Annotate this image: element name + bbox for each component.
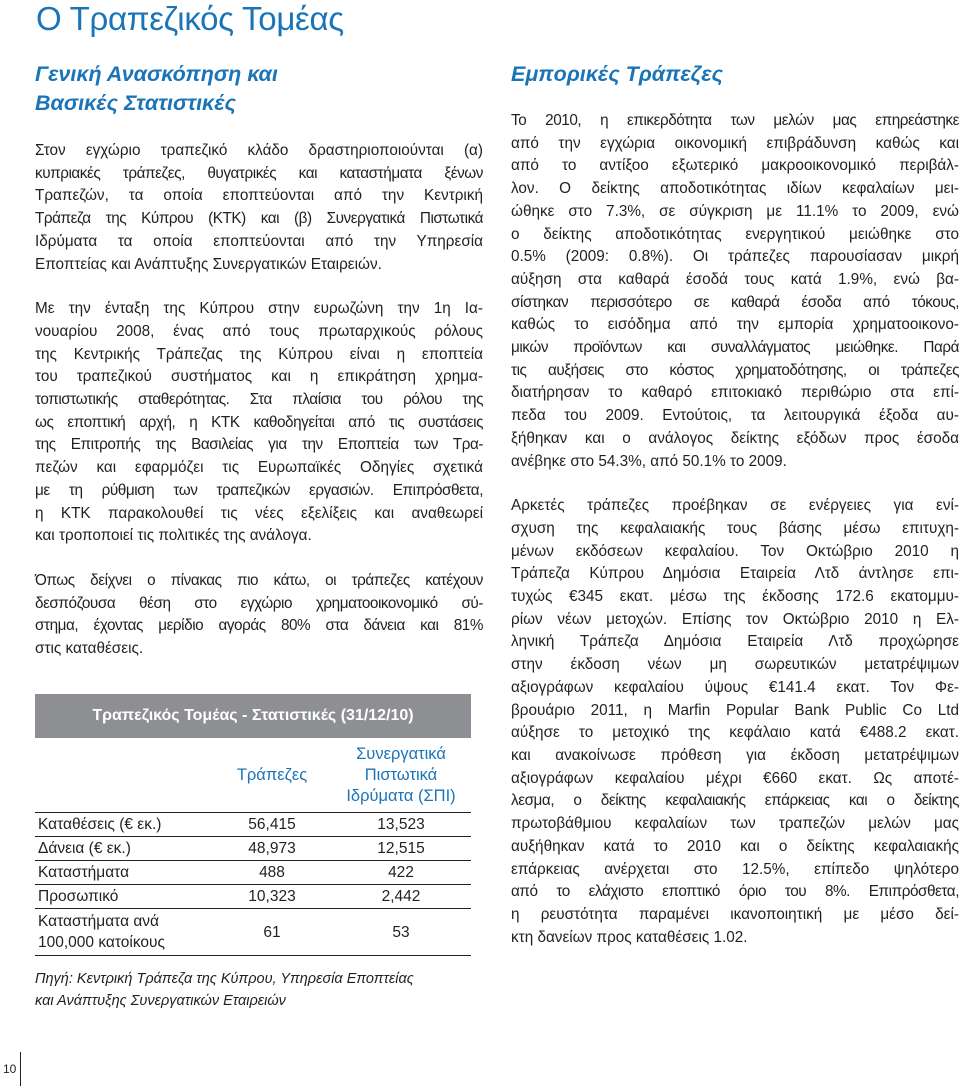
row-label: Καταστήματα	[35, 861, 213, 885]
text-line: από το ελάχιστο εποπτικό όριο του 8%. Επιπρόσθετα,	[511, 883, 959, 901]
paragraph-capital	[511, 495, 959, 949]
row-label: Δάνεια (€ εκ.)	[35, 837, 213, 861]
banks-value: 56,415	[213, 813, 331, 837]
banks-value: 10,323	[213, 885, 331, 909]
text-line: με τη ρύθμιση των τραπεζικών εργασιών. Επιπρόσθετα,	[35, 481, 483, 499]
text-line: ώθηκε στο 7.3%, σε σύγκριση με 11.1% το 2009, ενώ	[511, 202, 959, 220]
page-number-rule	[20, 1052, 21, 1086]
text-line: τοπιστωτικής σταθερότητας. Στα πλαίσια του ρόλου της	[35, 391, 483, 409]
table-row	[35, 885, 471, 909]
table-header-row	[35, 738, 471, 813]
table-row	[35, 861, 471, 885]
text-line: 0.5% (2009: 0.8%). Οι τράπεζες παρουσίασαν μικρή	[511, 248, 959, 266]
text-line: μένων εκδόσεων κεφαλαίου. Τον Οκτώβριο 2010 η	[511, 542, 959, 560]
header-coop-line: Συνεργατικά	[356, 744, 446, 763]
header-coop-line: Ιδρύματα (ΣΠΙ)	[346, 786, 456, 805]
page-title: Ο Τραπεζικός Τομέας	[36, 0, 344, 37]
text-line: του τραπεζικού συστήματος και η επικράτηση χρημα-	[35, 368, 483, 386]
paragraph-profitability	[511, 110, 959, 473]
source-line: Πηγή: Κεντρική Τράπεζα της Κύπρου, Υπηρεσία Εποπτείας	[35, 971, 414, 987]
text-line: η ρευστότητα παραμένει ικανοποιητική με μέσο δεί-	[511, 905, 959, 923]
text-line: επάρκειας ανέρχεται στο 12.5%, επίπεδο ψηλότερο	[511, 860, 959, 878]
text-line: πεδα του 2009. Εντούτοις, τα λειτουργικά έξοδα αυ-	[511, 407, 959, 425]
coop-value: 13,523	[331, 813, 471, 837]
banks-value: 61	[213, 909, 331, 956]
heading-line: Βασικές Στατιστικές	[35, 91, 236, 115]
paragraph-market-share	[35, 570, 483, 661]
section-heading-commercial-banks: Εμπορικές Τράπεζες	[511, 62, 723, 86]
text-line: στην έκδοση νέων μη σωρευτικών μετατρέψιμων	[511, 656, 959, 674]
heading-line: Γενική Ανασκόπηση και	[35, 62, 278, 86]
text-line: διατήρησαν το καθαρό επιτοκιακό περιθώριο στα επί-	[511, 384, 959, 402]
text-line: στις καταθέσεις.	[35, 640, 144, 658]
text-line: Αρκετές τράπεζες προέβηκαν σε ενέργειες για ενί-	[511, 497, 959, 515]
coop-value: 422	[331, 861, 471, 885]
text-line: κτη δανείων προς καταθέσεις 1.02.	[511, 928, 748, 946]
text-line: της Επιτροπής της Βασιλείας για την Εποπτεία των Τρα-	[35, 436, 483, 454]
text-line: πεζών και εφαρμόζει τις Ευρωπαϊκές Οδηγίες σχετικά	[35, 459, 483, 477]
statistics-table	[35, 738, 471, 956]
text-line: Τράπεζα Κύπρου Δημόσια Εταιρεία Λτδ άντλησε επι-	[511, 565, 959, 583]
text-line: Το 2010, η επικερδότητα των μελών μας επηρεάστηκε	[511, 112, 959, 129]
header-coop-line: Πιστωτικά	[364, 765, 438, 784]
header-banks: Τράπεζες	[236, 765, 308, 784]
statistics-table-box	[35, 694, 471, 1012]
text-line: αύξηση στα καθαρά έσοδά τους κατά 1.9%, ενώ βα-	[511, 270, 959, 288]
text-line: Τραπεζών, τα οποία εποπτεύονται από την Κεντρική	[35, 187, 483, 205]
text-line: ο δείκτης αποδοτικότητας ενεργητικού μειώθηκε στο	[511, 225, 959, 243]
table-title: Τραπεζικός Τομέας - Στατιστικές (31/12/10)	[35, 694, 471, 738]
text-line: αύξησε το μετοχικό της κεφάλαιο κατά €488.2 εκατ.	[511, 724, 959, 742]
text-line: τις αυξήσεις στο κόστος χρηματοδότησης, οι τράπεζες	[511, 361, 959, 379]
text-line: Τράπεζα της Κύπρου (ΚΤΚ) και (β) Συνεργατικά Πιστωτικά	[35, 210, 483, 228]
row-label	[35, 909, 213, 956]
section-heading-overview	[35, 60, 483, 118]
text-line: στημα, έχοντας μερίδιο αγοράς 80% στα δάνεια και 81%	[35, 617, 483, 635]
text-line: Ιδρύματα τα οποία εποπτεύονται από την Υπηρεσία	[35, 232, 483, 250]
left-column	[35, 60, 483, 683]
table-source	[35, 968, 471, 1012]
text-line: της Κεντρικής Τράπεζας της Κύπρου είναι η εποπτεία	[35, 345, 483, 363]
table-row	[35, 813, 471, 837]
text-line: αυξήθηκαν κατά το 2010 και ο δείκτης κεφαλαιακής	[511, 837, 959, 855]
text-line: ξήθηκαν και ο ανάλογος δείκτης εξόδων προς έσοδα	[511, 429, 959, 447]
banks-value: 488	[213, 861, 331, 885]
banks-value: 48,973	[213, 837, 331, 861]
row-label: Καταθέσεις (€ εκ.)	[35, 813, 213, 837]
text-line: τυχώς €345 εκατ. μέσω της έκδοσης 172.6 εκατομμυ-	[511, 588, 959, 606]
coop-value: 2,442	[331, 885, 471, 909]
text-line: νουαρίου 2008, ένας από τους πρωταρχικούς ρόλους	[35, 322, 483, 340]
table-row	[35, 837, 471, 861]
text-line: ληνική Τράπεζα Δημόσια Εταιρεία Λτδ προχώρησε	[511, 633, 959, 651]
row-label-line: 100,000 κατοίκους	[38, 934, 165, 951]
text-line: ανέβηκε στο 54.3%, από 50.1% το 2009.	[511, 452, 787, 470]
text-line: Όπως δείχνει ο πίνακας πιο κάτω, οι τράπεζες κατέχουν	[35, 571, 483, 589]
table-row	[35, 909, 471, 956]
text-line: σχυση της κεφαλαιακής τους βάσης μέσω επιτυχη-	[511, 519, 959, 537]
text-line: πρωτοβάθμιου κεφαλαίων των τραπεζών μελών μας	[511, 815, 959, 833]
text-line: ρίων νέων μετοχών. Επίσης τον Οκτώβριο 2010 η Ελ-	[511, 610, 959, 628]
header-coop	[331, 738, 471, 813]
text-line: δεσπόζουσα θέση στο εγχώριο χρηματοοικονομικό σύ-	[35, 594, 483, 612]
text-line: καθώς το εισόδημα από την εμπορία χρηματοοικονο-	[511, 316, 959, 334]
row-label: Προσωπικό	[35, 885, 213, 909]
text-line: σίστηκαν περισσότερο σε καθαρά έσοδα από τόκους,	[511, 293, 959, 311]
paragraph-intro	[35, 140, 483, 276]
text-line: λον. Ο δείκτης αποδοτικότητας ιδίων κεφαλαίων μει-	[511, 180, 959, 198]
paragraph-eurozone	[35, 298, 483, 548]
text-line: μικών προϊόντων και συναλλάγματος μειώθηκε. Παρά	[511, 339, 959, 357]
text-line: η ΚΤΚ παρακολουθεί τις νέες εξελίξεις και αναθεωρεί	[35, 504, 483, 522]
text-line: αξιογράφων κεφαλαίου μέχρι €660 εκατ. Ως αποτέ-	[511, 769, 959, 787]
text-line: κυπριακές τράπεζες, θυγατρικές και καταστήματα ξένων	[35, 164, 483, 182]
text-line: από το αντίξοο εξωτερικό μακροοικονομικό περιβάλ-	[511, 157, 959, 175]
text-line: αξιογράφων κεφαλαίου ύψους €141.4 εκατ. Τον Φε-	[511, 678, 959, 696]
text-line: Στον εγχώριο τραπεζικό κλάδο δραστηριοποιούνται (α)	[35, 142, 483, 159]
source-line: και Ανάπτυξης Συνεργατικών Εταιρειών	[35, 993, 286, 1009]
coop-value: 12,515	[331, 837, 471, 861]
text-line: ως εποπτική αρχή, η ΚΤΚ καθοδηγείται από τις συστάσεις	[35, 413, 483, 431]
text-line: και τροποποιεί τις πολιτικές της ανάλογα.	[35, 527, 312, 545]
coop-value: 53	[331, 909, 471, 956]
row-label-line: Καταστήματα ανά	[38, 913, 160, 930]
right-column	[511, 60, 959, 971]
text-line: λεσμα, ο δείκτης κεφαλαιακής επάρκειας και ο δείκτης	[511, 792, 959, 810]
text-line: Εποπτείας και Ανάπτυξης Συνεργατικών Εταιρειών.	[35, 255, 382, 273]
text-line: από την εγχώρια οικονομική επιβράδυνση καθώς και	[511, 134, 959, 152]
text-line: Με την ένταξη της Κύπρου στην ευρωζώνη την 1η Ια-	[35, 300, 483, 318]
text-line: και ανακοίνωσε πρόθεση για έκδοση μετατρέψιμων	[511, 746, 959, 764]
text-line: βρουάριο 2011, η Marfin Popular Bank Public Co Ltd	[511, 701, 959, 719]
page-number: 10	[3, 1062, 17, 1076]
header-empty	[35, 738, 213, 813]
